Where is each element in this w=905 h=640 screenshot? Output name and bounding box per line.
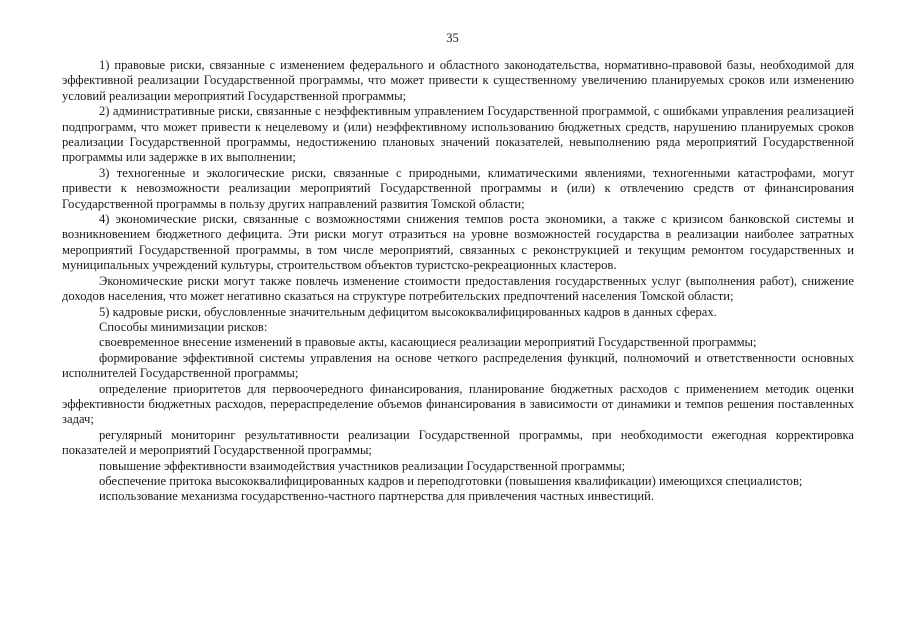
page-number: 35 bbox=[446, 31, 459, 45]
paragraph-mitigation-item: своевременное внесение изменений в правовые акты, касающиеся реализации мероприятий Государственной программы; bbox=[99, 335, 757, 350]
paragraph-technogenic-risks: 3) техногенные и экологические риски, связанные с природными, климатическими явлениями, техногенными катастрофами, могут привести к невозможности реализации мероприятий Государственной программы и (или) к отвлечению средств от финансирования Государственной программы в пользу других направлений развития Томской области; bbox=[62, 165, 854, 211]
paragraph-administrative-risks: 2) административные риски, связанные с неэффективным управлением Государственной программой, с ошибками управления реализацией подпрограмм, что может привести к нецелевому и (или) неэффективному использованию бюджетных средств, нарушению планируемых сроков реализации Государственной программы, недостижению плановых значений показателей, невыполнению ряда мероприятий Государственной программы или задержке в их выполнении; bbox=[62, 104, 854, 165]
paragraph-legal-risks: 1) правовые риски, связанные с изменением федерального и областного законодательства, нормативно-правовой базы, необходимой для эффективной реализации Государственной программы, что может привести к существенному увеличению планируемых сроков или изменению условий реализации мероприятий Государственной программы; bbox=[62, 58, 854, 103]
paragraph-mitigation-heading: Способы минимизации рисков: bbox=[99, 319, 268, 334]
paragraph-mitigation-item: регулярный мониторинг результативности реализации Государственной программы, при необходимости ежегодная корректировка показателей и мероприятий Государственной программы; bbox=[62, 427, 854, 458]
paragraph-mitigation-item: определение приоритетов для первоочередного финансирования, планирование бюджетных расходов с применением методик оценки эффективности бюджетных расходов, перераспределение объемов финансирования в зависимости от динамики и темпов решения поставленных задач; bbox=[62, 381, 854, 427]
paragraph-mitigation-item: использование механизма государственно-частного партнерства для привлечения частных инвестиций. bbox=[99, 489, 654, 504]
paragraph-mitigation-item: повышение эффективности взаимодействия участников реализации Государственной программы; bbox=[99, 458, 626, 473]
paragraph-mitigation-item: обеспечение притока высококвалифицированных кадров и переподготовки (повышения квалификации) имеющихся специалистов; bbox=[99, 473, 803, 488]
paragraph-economic-risks: 4) экономические риски, связанные с возможностями снижения темпов роста экономики, а также с кризисом банковской системы и возникновением бюджетного дефицита. Эти риски могут отразиться на уровне возможностей государства в реализации наиболее затратных мероприятий Государственной программы, в том числе мероприятий, связанных с реконструкцией и текущим ремонтом государственных и муниципальных учреждений культуры, строительством объектов туристско-рекреационных кластеров. bbox=[62, 212, 854, 273]
paragraph-personnel-risks: 5) кадровые риски, обусловленные значительным дефицитом высококвалифицированных кадров в данных сферах. bbox=[99, 304, 717, 319]
paragraph-economic-risks-continued: Экономические риски могут также повлечь изменение стоимости предоставления государственных услуг (выполнения работ), снижение доходов населения, что может негативно сказаться на структуре потребительских предпочтений населения Томской области; bbox=[62, 273, 854, 304]
document-body bbox=[62, 58, 854, 505]
paragraph-mitigation-item: формирование эффективной системы управления на основе четкого распределения функций, полномочий и ответственности основных исполнителей Государственной программы; bbox=[62, 350, 854, 381]
